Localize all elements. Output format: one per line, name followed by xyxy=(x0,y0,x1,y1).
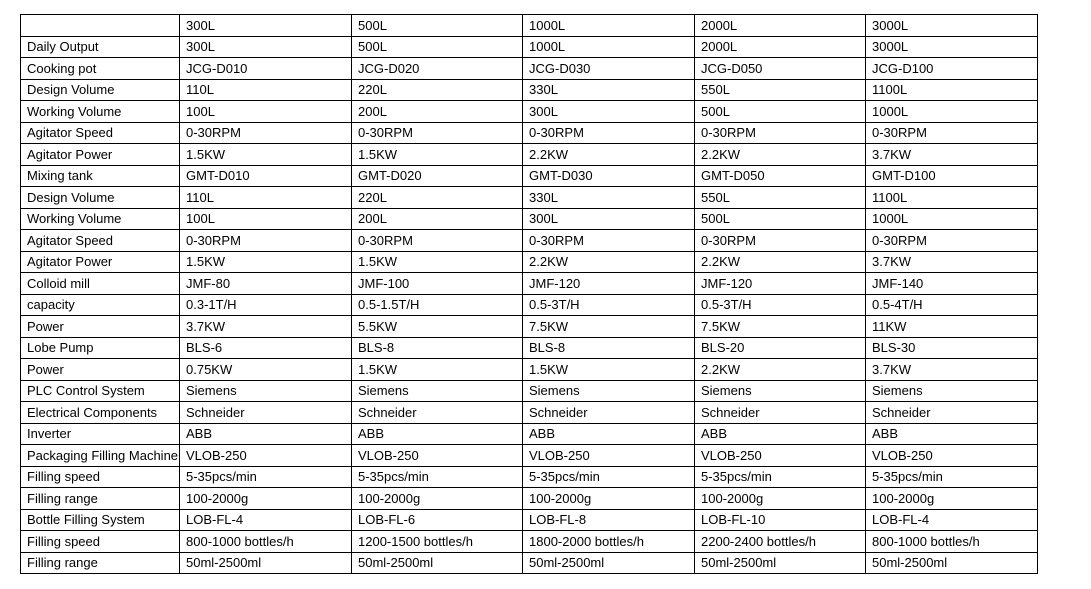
table-row xyxy=(21,58,1038,80)
row-label: Agitator Power xyxy=(21,144,180,166)
table-row xyxy=(21,144,1038,166)
row-label: Inverter xyxy=(21,423,180,445)
table-cell: 500L xyxy=(695,101,866,123)
table-cell: 500L xyxy=(695,208,866,230)
row-label: Mixing tank xyxy=(21,165,180,187)
table-cell: JCG-D010 xyxy=(180,58,352,80)
table-cell: LOB-FL-8 xyxy=(523,509,695,531)
table-row xyxy=(21,316,1038,338)
table-cell: Siemens xyxy=(180,380,352,402)
table-cell: 50ml-2500ml xyxy=(695,552,866,574)
table-cell: 0.5-1.5T/H xyxy=(352,294,523,316)
table-cell: JMF-100 xyxy=(352,273,523,295)
row-label: Design Volume xyxy=(21,79,180,101)
table-cell: JCG-D100 xyxy=(866,58,1038,80)
table-cell: VLOB-250 xyxy=(695,445,866,467)
table-row xyxy=(21,230,1038,252)
table-row xyxy=(21,402,1038,424)
table-cell: 0-30RPM xyxy=(866,122,1038,144)
table-cell: 50ml-2500ml xyxy=(180,552,352,574)
table-cell: Siemens xyxy=(352,380,523,402)
row-label: capacity xyxy=(21,294,180,316)
header-capacity-cell: 300L xyxy=(180,15,352,37)
row-label: Filling speed xyxy=(21,466,180,488)
table-cell: 0-30RPM xyxy=(866,230,1038,252)
table-cell: 1100L xyxy=(866,187,1038,209)
table-row xyxy=(21,466,1038,488)
table-cell: VLOB-250 xyxy=(352,445,523,467)
table-cell: 2000L xyxy=(695,36,866,58)
table-cell: 0.5-3T/H xyxy=(695,294,866,316)
table-cell: 2.2KW xyxy=(695,251,866,273)
table-cell: 1.5KW xyxy=(523,359,695,381)
row-label: Colloid mill xyxy=(21,273,180,295)
table-cell: 110L xyxy=(180,79,352,101)
table-cell: GMT-D030 xyxy=(523,165,695,187)
table-cell: 100-2000g xyxy=(352,488,523,510)
table-cell: 0.5-4T/H xyxy=(866,294,1038,316)
table-cell: 0-30RPM xyxy=(180,230,352,252)
table-cell: Schneider xyxy=(180,402,352,424)
row-label: Filling speed xyxy=(21,531,180,553)
table-cell: 110L xyxy=(180,187,352,209)
table-cell: 3.7KW xyxy=(866,359,1038,381)
table-row xyxy=(21,79,1038,101)
table-row xyxy=(21,187,1038,209)
table-cell: 1.5KW xyxy=(352,251,523,273)
table-row xyxy=(21,165,1038,187)
table-row xyxy=(21,251,1038,273)
table-row xyxy=(21,36,1038,58)
table-cell: 100-2000g xyxy=(180,488,352,510)
table-cell: 0-30RPM xyxy=(695,122,866,144)
table-cell: 50ml-2500ml xyxy=(866,552,1038,574)
table-row xyxy=(21,488,1038,510)
row-label: Agitator Speed xyxy=(21,122,180,144)
table-cell: 1000L xyxy=(866,208,1038,230)
table-cell: BLS-20 xyxy=(695,337,866,359)
table-row xyxy=(21,445,1038,467)
row-label: Daily Output xyxy=(21,36,180,58)
table-cell: LOB-FL-4 xyxy=(866,509,1038,531)
row-label: Working Volume xyxy=(21,101,180,123)
table-cell: GMT-D050 xyxy=(695,165,866,187)
table-cell: 550L xyxy=(695,187,866,209)
table-cell: VLOB-250 xyxy=(523,445,695,467)
table-cell: BLS-8 xyxy=(523,337,695,359)
table-cell: Siemens xyxy=(695,380,866,402)
row-label: PLC Control System xyxy=(21,380,180,402)
table-cell: 5.5KW xyxy=(352,316,523,338)
table-cell: 50ml-2500ml xyxy=(352,552,523,574)
table-cell: 7.5KW xyxy=(695,316,866,338)
table-cell: 100-2000g xyxy=(523,488,695,510)
table-row xyxy=(21,552,1038,574)
table-cell: LOB-FL-4 xyxy=(180,509,352,531)
table-row xyxy=(21,509,1038,531)
table-cell: 5-35pcs/min xyxy=(352,466,523,488)
table-cell: 50ml-2500ml xyxy=(523,552,695,574)
table-row xyxy=(21,294,1038,316)
table-cell: 200L xyxy=(352,208,523,230)
table-cell: 2.2KW xyxy=(523,251,695,273)
table-cell: 1800-2000 bottles/h xyxy=(523,531,695,553)
table-cell: VLOB-250 xyxy=(180,445,352,467)
row-label: Bottle Filling System xyxy=(21,509,180,531)
table-cell: 0-30RPM xyxy=(523,122,695,144)
table-cell: ABB xyxy=(695,423,866,445)
table-cell: 300L xyxy=(180,36,352,58)
table-cell: 5-35pcs/min xyxy=(180,466,352,488)
table-cell: 3.7KW xyxy=(866,251,1038,273)
table-cell: LOB-FL-10 xyxy=(695,509,866,531)
table-cell: 330L xyxy=(523,187,695,209)
table-cell: 1.5KW xyxy=(180,251,352,273)
table-cell: 220L xyxy=(352,79,523,101)
table-cell: 200L xyxy=(352,101,523,123)
table-cell: ABB xyxy=(180,423,352,445)
row-label: Lobe Pump xyxy=(21,337,180,359)
row-label: Filling range xyxy=(21,552,180,574)
table-cell: 0.75KW xyxy=(180,359,352,381)
header-capacity-cell: 1000L xyxy=(523,15,695,37)
table-cell: JMF-140 xyxy=(866,273,1038,295)
table-cell: BLS-30 xyxy=(866,337,1038,359)
row-label: Cooking pot xyxy=(21,58,180,80)
table-cell: 5-35pcs/min xyxy=(523,466,695,488)
table-cell: 3000L xyxy=(866,36,1038,58)
table-row xyxy=(21,380,1038,402)
table-cell: 0-30RPM xyxy=(523,230,695,252)
table-cell: GMT-D100 xyxy=(866,165,1038,187)
table-cell: 1.5KW xyxy=(352,144,523,166)
table-cell: JCG-D030 xyxy=(523,58,695,80)
table-cell: 550L xyxy=(695,79,866,101)
table-cell: 1.5KW xyxy=(352,359,523,381)
table-cell: 100-2000g xyxy=(866,488,1038,510)
table-cell: JMF-120 xyxy=(695,273,866,295)
table-cell: GMT-D010 xyxy=(180,165,352,187)
table-cell: 7.5KW xyxy=(523,316,695,338)
table-cell: 2.2KW xyxy=(523,144,695,166)
table-row xyxy=(21,122,1038,144)
table-cell: 800-1000 bottles/h xyxy=(180,531,352,553)
header-capacity-cell: 2000L xyxy=(695,15,866,37)
table-cell: JMF-120 xyxy=(523,273,695,295)
table-cell: 1100L xyxy=(866,79,1038,101)
table-cell: ABB xyxy=(866,423,1038,445)
table-cell: 0.5-3T/H xyxy=(523,294,695,316)
row-label: Agitator Speed xyxy=(21,230,180,252)
row-label: Power xyxy=(21,316,180,338)
row-label: Power xyxy=(21,359,180,381)
table-cell: 300L xyxy=(523,101,695,123)
header-corner-cell xyxy=(21,15,180,37)
table-row xyxy=(21,208,1038,230)
table-cell: LOB-FL-6 xyxy=(352,509,523,531)
table-cell: Schneider xyxy=(866,402,1038,424)
spec-table xyxy=(20,14,1038,574)
table-cell: 1000L xyxy=(523,36,695,58)
table-row xyxy=(21,337,1038,359)
row-label: Agitator Power xyxy=(21,251,180,273)
table-cell: 2.2KW xyxy=(695,359,866,381)
row-label: Electrical Components xyxy=(21,402,180,424)
table-cell: JMF-80 xyxy=(180,273,352,295)
table-cell: 0.3-1T/H xyxy=(180,294,352,316)
table-cell: 11KW xyxy=(866,316,1038,338)
table-cell: 220L xyxy=(352,187,523,209)
table-cell: Siemens xyxy=(866,380,1038,402)
table-cell: 5-35pcs/min xyxy=(866,466,1038,488)
table-cell: 100-2000g xyxy=(695,488,866,510)
row-label: Packaging Filling Machine xyxy=(21,445,180,467)
table-row xyxy=(21,101,1038,123)
table-cell: Schneider xyxy=(695,402,866,424)
table-cell: JCG-D050 xyxy=(695,58,866,80)
table-row xyxy=(21,423,1038,445)
table-cell: 1200-1500 bottles/h xyxy=(352,531,523,553)
table-cell: GMT-D020 xyxy=(352,165,523,187)
table-cell: 500L xyxy=(352,36,523,58)
header-capacity-cell: 3000L xyxy=(866,15,1038,37)
table-cell: 0-30RPM xyxy=(695,230,866,252)
table-cell: 3.7KW xyxy=(866,144,1038,166)
table-row xyxy=(21,531,1038,553)
table-cell: ABB xyxy=(352,423,523,445)
table-cell: 5-35pcs/min xyxy=(695,466,866,488)
row-label: Working Volume xyxy=(21,208,180,230)
table-cell: 100L xyxy=(180,101,352,123)
row-label: Filling range xyxy=(21,488,180,510)
table-cell: 0-30RPM xyxy=(352,230,523,252)
table-cell: 2200-2400 bottles/h xyxy=(695,531,866,553)
header-capacity-cell: 500L xyxy=(352,15,523,37)
table-cell: 0-30RPM xyxy=(180,122,352,144)
table-cell: JCG-D020 xyxy=(352,58,523,80)
header-row xyxy=(21,15,1038,37)
table-cell: 1.5KW xyxy=(180,144,352,166)
table-row xyxy=(21,273,1038,295)
table-cell: 100L xyxy=(180,208,352,230)
table-cell: ABB xyxy=(523,423,695,445)
row-label: Design Volume xyxy=(21,187,180,209)
table-cell: 330L xyxy=(523,79,695,101)
table-cell: 800-1000 bottles/h xyxy=(866,531,1038,553)
table-row xyxy=(21,359,1038,381)
table-cell: BLS-6 xyxy=(180,337,352,359)
table-cell: 300L xyxy=(523,208,695,230)
table-cell: Schneider xyxy=(352,402,523,424)
table-cell: VLOB-250 xyxy=(866,445,1038,467)
table-cell: 2.2KW xyxy=(695,144,866,166)
table-cell: 3.7KW xyxy=(180,316,352,338)
table-cell: Siemens xyxy=(523,380,695,402)
table-cell: 1000L xyxy=(866,101,1038,123)
table-cell: 0-30RPM xyxy=(352,122,523,144)
table-cell: BLS-8 xyxy=(352,337,523,359)
table-cell: Schneider xyxy=(523,402,695,424)
